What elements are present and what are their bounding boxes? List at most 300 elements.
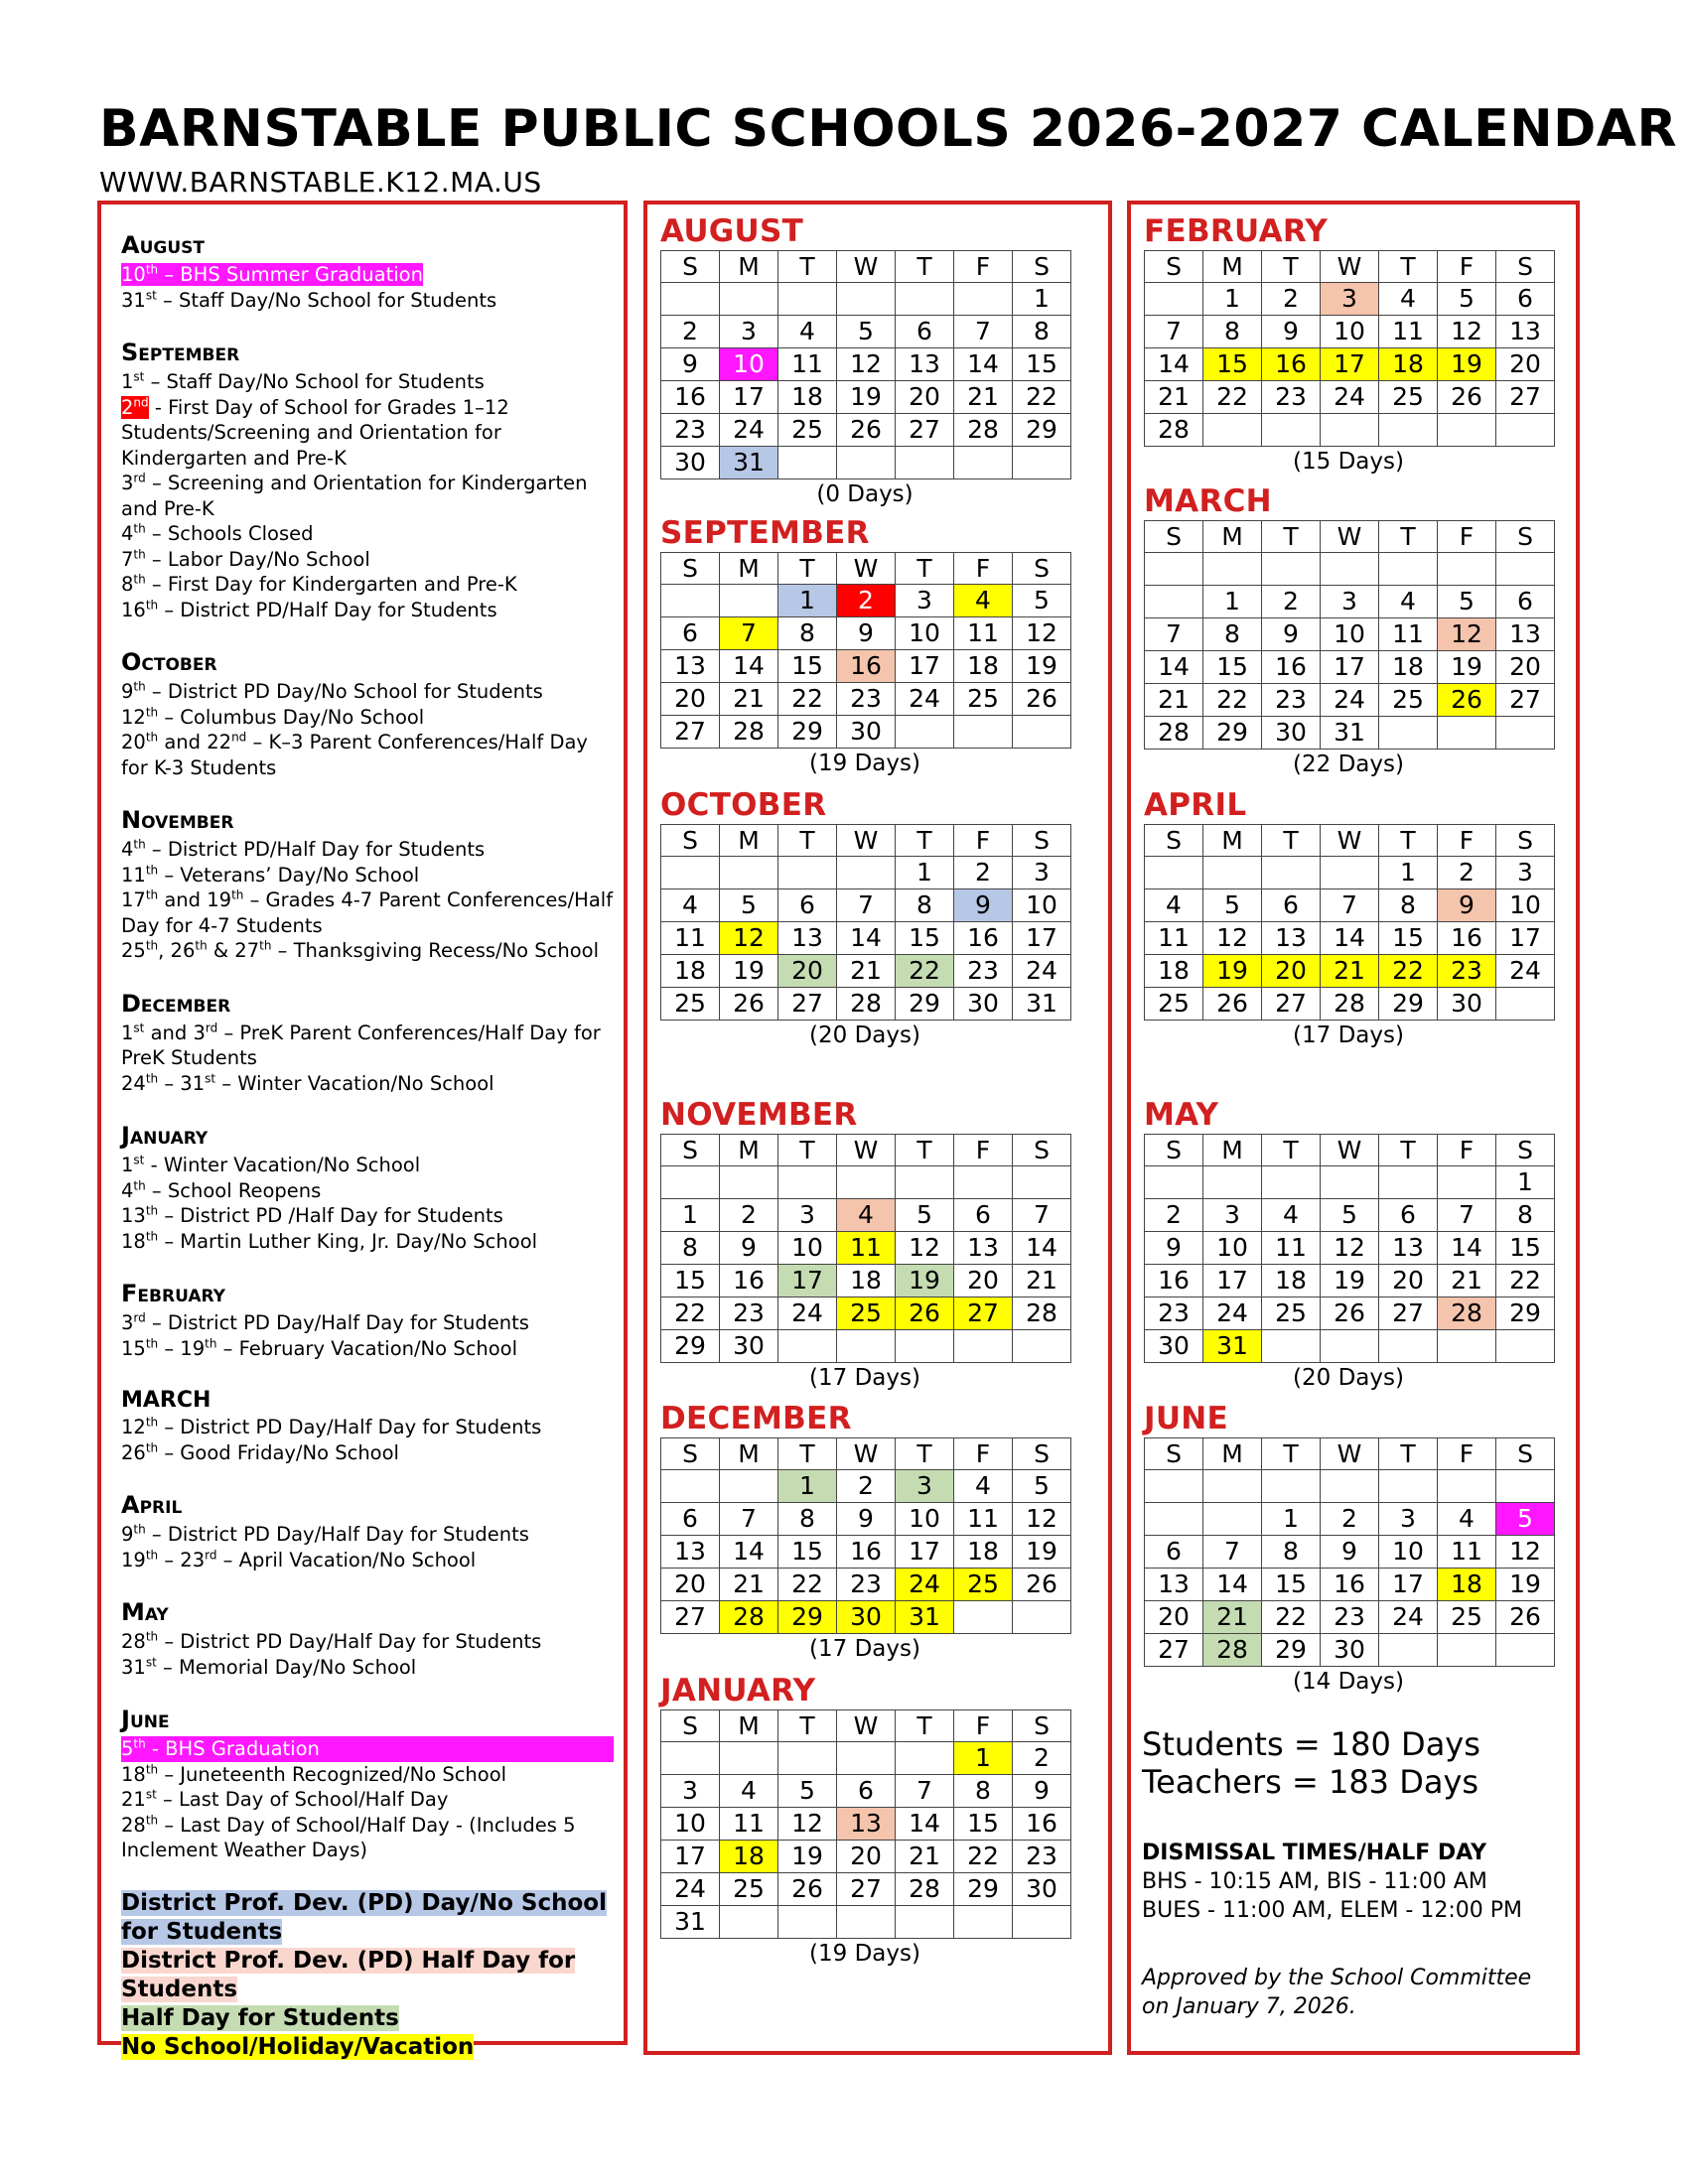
day-cell: 24 — [1321, 381, 1379, 414]
empty-cell — [1496, 717, 1555, 750]
day-cell: 30 — [1438, 988, 1496, 1021]
week-row — [1145, 283, 1555, 316]
event-item: 31st – Memorial Day/No School — [121, 1655, 417, 1679]
day-cell: 14 — [954, 348, 1013, 381]
day-cell: 29 — [1379, 988, 1438, 1021]
day-cell: 14 — [896, 1808, 954, 1841]
weekday-header: W — [837, 1710, 896, 1742]
weekday-header: T — [1379, 1438, 1438, 1470]
day-cell: 6 — [1379, 1199, 1438, 1232]
day-cell: 25 — [837, 1297, 896, 1330]
day-cell: 13 — [896, 348, 954, 381]
empty-cell — [1145, 1166, 1203, 1199]
week-row — [661, 1873, 1071, 1906]
event-item: 9th – District PD Day/Half Day for Students — [121, 1522, 529, 1546]
day-cell: 7 — [720, 617, 778, 650]
event-section-heading: MARCH — [121, 1388, 211, 1413]
weekday-header: T — [896, 553, 954, 585]
day-cell: 27 — [661, 1601, 720, 1634]
day-cell: 18 — [1438, 1569, 1496, 1601]
week-row — [661, 381, 1071, 414]
day-cell: 11 — [1438, 1536, 1496, 1569]
empty-cell — [778, 1330, 837, 1363]
day-cell: 3 — [896, 585, 954, 617]
weekday-header: T — [1379, 521, 1438, 553]
month-march — [1144, 484, 1555, 779]
approval-line-1: Approved by the School Committee — [1142, 1966, 1532, 1990]
day-cell: 29 — [1203, 717, 1262, 750]
day-cell: 24 — [896, 683, 954, 716]
empty-cell — [1321, 1166, 1379, 1199]
day-cell: 20 — [661, 683, 720, 716]
day-cell: 22 — [778, 1569, 837, 1601]
day-cell: 28 — [1438, 1297, 1496, 1330]
week-row — [661, 1330, 1071, 1363]
weekday-header: W — [837, 825, 896, 857]
empty-cell — [1438, 1634, 1496, 1667]
legend-item-yellow: No School/Holiday/Vacation — [121, 2033, 475, 2060]
day-cell: 26 — [896, 1297, 954, 1330]
day-cell: 21 — [1145, 381, 1203, 414]
weekday-header: T — [1262, 1135, 1321, 1166]
day-cell: 3 — [720, 316, 778, 348]
day-cell: 10 — [1321, 618, 1379, 651]
day-cell: 12 — [1438, 316, 1496, 348]
event-item: 1st and 3rd – PreK Parent Conferences/Half Day for PreK Students — [121, 1021, 601, 1069]
empty-cell — [778, 283, 837, 316]
day-cell: 1 — [954, 1742, 1013, 1775]
empty-cell — [954, 447, 1013, 479]
empty-cell — [1438, 1330, 1496, 1363]
day-cell: 17 — [1321, 651, 1379, 684]
day-cell: 28 — [1203, 1634, 1262, 1667]
day-cell: 7 — [1321, 889, 1379, 922]
day-cell: 31 — [896, 1601, 954, 1634]
day-cell: 23 — [954, 955, 1013, 988]
event-item: 2nd - First Day of School for Grades 1–12 Students/Screening and Orientation for Kindergarten and Pre-K — [121, 395, 509, 470]
day-cell: 6 — [954, 1199, 1013, 1232]
week-row — [1145, 889, 1555, 922]
empty-cell — [778, 1906, 837, 1939]
weekday-header: W — [1321, 1135, 1379, 1166]
day-cell: 9 — [837, 617, 896, 650]
weekday-header: T — [1262, 1438, 1321, 1470]
dismissal-line-1: BHS - 10:15 AM, BIS - 11:00 AM — [1142, 1869, 1487, 1894]
day-cell: 26 — [1203, 988, 1262, 1021]
weekday-header: T — [896, 1710, 954, 1742]
event-section-heading: JANUARY — [121, 1122, 209, 1150]
event-item: 5th - BHS Graduation — [121, 1736, 614, 1762]
day-cell: 18 — [837, 1265, 896, 1297]
day-cell: 4 — [1145, 889, 1203, 922]
week-row — [1145, 1232, 1555, 1265]
weekday-header: T — [1262, 521, 1321, 553]
day-cell: 7 — [720, 1503, 778, 1536]
legend-item-blue: District Prof. Dev. (PD) Day/No School for Students — [121, 1889, 607, 1945]
day-cell: 2 — [1013, 1742, 1071, 1775]
day-cell: 11 — [661, 922, 720, 955]
event-item: 1st – Staff Day/No School for Students — [121, 369, 485, 393]
day-cell: 23 — [837, 1569, 896, 1601]
day-cell: 21 — [896, 1841, 954, 1873]
empty-cell — [896, 283, 954, 316]
weekday-header: M — [1203, 251, 1262, 283]
day-cell: 5 — [1203, 889, 1262, 922]
day-cell: 22 — [1203, 381, 1262, 414]
dismissal-line-2: BUES - 11:00 AM, ELEM - 12:00 PM — [1142, 1898, 1523, 1923]
weekday-header: M — [1203, 825, 1262, 857]
day-cell: 17 — [778, 1265, 837, 1297]
day-cell: 9 — [1321, 1536, 1379, 1569]
week-row — [661, 1742, 1071, 1775]
day-cell: 30 — [1321, 1634, 1379, 1667]
day-cell: 28 — [837, 988, 896, 1021]
day-cell: 11 — [720, 1808, 778, 1841]
day-cell: 5 — [1013, 585, 1071, 617]
day-cell: 23 — [661, 414, 720, 447]
day-cell: 17 — [720, 381, 778, 414]
event-item: 18th – Juneteenth Recognized/No School — [121, 1762, 507, 1786]
empty-cell — [1013, 1601, 1071, 1634]
day-cell: 3 — [778, 1199, 837, 1232]
weekday-header: S — [1145, 521, 1203, 553]
day-cell: 11 — [1262, 1232, 1321, 1265]
empty-cell — [896, 1906, 954, 1939]
month-day-count: (14 Days) — [1293, 1669, 1404, 1695]
day-cell: 20 — [1145, 1601, 1203, 1634]
day-cell: 25 — [1145, 988, 1203, 1021]
empty-cell — [1321, 1470, 1379, 1503]
day-cell: 29 — [661, 1330, 720, 1363]
empty-cell — [1013, 716, 1071, 749]
day-cell: 22 — [1379, 955, 1438, 988]
day-cell: 13 — [778, 922, 837, 955]
weekday-header: S — [661, 1710, 720, 1742]
weekday-header: W — [1321, 1438, 1379, 1470]
day-cell: 27 — [837, 1873, 896, 1906]
weekday-header: F — [1438, 521, 1496, 553]
day-cell: 14 — [1145, 651, 1203, 684]
day-cell: 30 — [837, 1601, 896, 1634]
day-cell: 20 — [1262, 955, 1321, 988]
week-row — [1145, 1503, 1555, 1536]
day-cell: 25 — [1379, 684, 1438, 717]
weekday-header: S — [1013, 1135, 1071, 1166]
weekday-header: S — [1496, 521, 1555, 553]
week-row — [1145, 1470, 1555, 1503]
month-august — [660, 214, 1071, 509]
day-cell: 27 — [954, 1297, 1013, 1330]
website-url: WWW.BARNSTABLE.K12.MA.US — [99, 166, 542, 199]
day-cell: 14 — [1438, 1232, 1496, 1265]
day-cell: 4 — [661, 889, 720, 922]
day-cell: 17 — [661, 1841, 720, 1873]
day-cell: 31 — [661, 1906, 720, 1939]
day-cell: 14 — [1013, 1232, 1071, 1265]
empty-cell — [1262, 1470, 1321, 1503]
weekday-header: T — [1262, 251, 1321, 283]
event-item: 15th – 19th – February Vacation/No School — [121, 1336, 518, 1360]
event-item: 4th – Schools Closed — [121, 521, 314, 545]
day-cell: 13 — [661, 1536, 720, 1569]
month-grid — [1144, 824, 1555, 1021]
day-cell: 20 — [1496, 348, 1555, 381]
empty-cell — [1145, 586, 1203, 618]
empty-cell — [1496, 1634, 1555, 1667]
week-row — [1145, 1330, 1555, 1363]
event-section-september — [121, 339, 614, 622]
month-december — [660, 1402, 1071, 1664]
empty-cell — [1203, 857, 1262, 889]
week-row — [661, 716, 1071, 749]
day-cell: 21 — [1438, 1265, 1496, 1297]
weekday-header: T — [896, 825, 954, 857]
week-row — [1145, 1569, 1555, 1601]
day-cell: 14 — [1321, 922, 1379, 955]
empty-cell — [896, 1166, 954, 1199]
day-cell: 1 — [1496, 1166, 1555, 1199]
day-cell: 1 — [778, 1470, 837, 1503]
empty-cell — [1262, 414, 1321, 447]
month-grid — [1144, 1437, 1555, 1667]
day-cell: 2 — [1262, 586, 1321, 618]
day-cell: 29 — [1496, 1297, 1555, 1330]
day-cell: 20 — [1379, 1265, 1438, 1297]
day-cell: 21 — [1013, 1265, 1071, 1297]
month-day-count: (19 Days) — [809, 1941, 920, 1967]
month-grid — [1144, 520, 1555, 750]
day-cell: 3 — [1013, 857, 1071, 889]
weekday-header: S — [1013, 825, 1071, 857]
day-cell: 11 — [837, 1232, 896, 1265]
empty-cell — [1145, 1470, 1203, 1503]
event-section-heading: MAY — [121, 1598, 169, 1626]
day-cell: 9 — [1013, 1775, 1071, 1808]
day-cell: 8 — [1496, 1199, 1555, 1232]
empty-cell — [720, 1470, 778, 1503]
empty-cell — [1321, 1330, 1379, 1363]
weekday-header: W — [837, 1438, 896, 1470]
day-cell: 2 — [954, 857, 1013, 889]
day-cell: 7 — [1438, 1199, 1496, 1232]
empty-cell — [1379, 1470, 1438, 1503]
day-cell: 18 — [954, 650, 1013, 683]
day-cell: 1 — [1013, 283, 1071, 316]
day-cell: 5 — [778, 1775, 837, 1808]
day-cell: 14 — [1203, 1569, 1262, 1601]
day-cell: 16 — [954, 922, 1013, 955]
day-cell: 24 — [1013, 955, 1071, 988]
empty-cell — [954, 1166, 1013, 1199]
weekday-header: F — [1438, 825, 1496, 857]
day-cell: 23 — [1321, 1601, 1379, 1634]
day-cell: 23 — [1262, 381, 1321, 414]
month-day-count: (19 Days) — [809, 751, 920, 776]
day-cell: 21 — [720, 683, 778, 716]
day-cell: 1 — [1379, 857, 1438, 889]
week-row — [1145, 348, 1555, 381]
dismissal-heading: DISMISSAL TIMES/HALF DAY — [1142, 1841, 1487, 1865]
weekday-header: M — [720, 1438, 778, 1470]
week-row — [661, 1199, 1071, 1232]
week-row — [1145, 1297, 1555, 1330]
week-row — [1145, 316, 1555, 348]
day-cell: 29 — [896, 988, 954, 1021]
weekday-header: S — [1496, 825, 1555, 857]
day-cell: 22 — [1496, 1265, 1555, 1297]
weekday-header: W — [1321, 521, 1379, 553]
day-cell: 18 — [1145, 955, 1203, 988]
event-section-heading: OCTOBER — [121, 648, 217, 676]
weekday-header: T — [778, 1135, 837, 1166]
event-section-heading: FEBRUARY — [121, 1280, 225, 1307]
empty-cell — [778, 1166, 837, 1199]
empty-cell — [896, 1742, 954, 1775]
day-cell: 15 — [1203, 348, 1262, 381]
day-cell: 25 — [954, 683, 1013, 716]
empty-cell — [837, 1906, 896, 1939]
event-item: 16th – District PD/Half Day for Students — [121, 598, 497, 621]
empty-cell — [1262, 857, 1321, 889]
event-item: 17th and 19th – Grades 4-7 Parent Conferences/Half Day for 4-7 Students — [121, 887, 614, 937]
day-cell: 8 — [1013, 316, 1071, 348]
day-cell: 6 — [1496, 586, 1555, 618]
day-cell: 23 — [1145, 1297, 1203, 1330]
legend — [121, 1889, 614, 2062]
day-cell: 11 — [954, 1503, 1013, 1536]
empty-cell — [661, 1166, 720, 1199]
day-cell: 13 — [837, 1808, 896, 1841]
day-cell: 18 — [954, 1536, 1013, 1569]
day-cell: 6 — [661, 617, 720, 650]
day-cell: 13 — [661, 650, 720, 683]
event-section-heading: JUNE — [121, 1706, 170, 1733]
event-item: 4th – District PD/Half Day for Students — [121, 837, 486, 861]
day-cell: 28 — [1321, 988, 1379, 1021]
empty-cell — [1379, 1330, 1438, 1363]
event-section-march — [121, 1387, 614, 1465]
weekday-header: T — [896, 1135, 954, 1166]
day-cell: 11 — [778, 348, 837, 381]
weekday-header: M — [1203, 521, 1262, 553]
week-row — [661, 1601, 1071, 1634]
day-cell: 26 — [1496, 1601, 1555, 1634]
event-section-june — [121, 1706, 614, 1863]
empty-cell — [1013, 1166, 1071, 1199]
day-cell: 18 — [778, 381, 837, 414]
day-cell: 10 — [720, 348, 778, 381]
week-row — [661, 1536, 1071, 1569]
day-cell: 23 — [1262, 684, 1321, 717]
day-cell: 22 — [954, 1841, 1013, 1873]
weekday-header: W — [837, 1135, 896, 1166]
day-cell: 1 — [661, 1199, 720, 1232]
weekday-header: M — [720, 825, 778, 857]
empty-cell — [1203, 1503, 1262, 1536]
weekday-header: M — [720, 1710, 778, 1742]
day-cell: 3 — [1379, 1503, 1438, 1536]
day-cell: 27 — [1379, 1297, 1438, 1330]
event-item: 3rd – Screening and Orientation for Kindergarten and Pre-K — [121, 471, 588, 520]
weekday-header: S — [661, 251, 720, 283]
day-cell: 8 — [1262, 1536, 1321, 1569]
event-item: 10th – BHS Summer Graduation — [121, 262, 423, 286]
day-cell: 6 — [1496, 283, 1555, 316]
day-cell: 19 — [720, 955, 778, 988]
month-name: SEPTEMBER — [660, 515, 870, 551]
day-cell: 9 — [1145, 1232, 1203, 1265]
day-cell: 19 — [778, 1841, 837, 1873]
empty-cell — [837, 283, 896, 316]
day-cell: 4 — [1438, 1503, 1496, 1536]
day-cell: 17 — [1379, 1569, 1438, 1601]
day-cell: 24 — [720, 414, 778, 447]
day-cell: 27 — [1262, 988, 1321, 1021]
month-name: APRIL — [1144, 787, 1247, 823]
empty-cell — [1379, 1634, 1438, 1667]
week-row — [1145, 684, 1555, 717]
day-cell: 1 — [1203, 586, 1262, 618]
day-cell: 11 — [1379, 316, 1438, 348]
week-row — [661, 889, 1071, 922]
day-cell: 10 — [1203, 1232, 1262, 1265]
week-row — [661, 1906, 1071, 1939]
event-section-january — [121, 1122, 614, 1254]
week-row — [1145, 414, 1555, 447]
event-section-heading: AUGUST — [121, 231, 205, 259]
day-cell: 26 — [1321, 1297, 1379, 1330]
day-cell: 23 — [1438, 955, 1496, 988]
weekday-header: F — [1438, 251, 1496, 283]
weekday-header: S — [1145, 1438, 1203, 1470]
weekday-header: F — [954, 251, 1013, 283]
weekday-header: M — [1203, 1438, 1262, 1470]
empty-cell — [661, 283, 720, 316]
empty-cell — [1438, 1166, 1496, 1199]
day-cell: 3 — [1321, 283, 1379, 316]
event-item: 9th – District PD Day/No School for Students — [121, 679, 543, 703]
day-cell: 29 — [954, 1873, 1013, 1906]
empty-cell — [954, 1601, 1013, 1634]
day-cell: 25 — [720, 1873, 778, 1906]
day-cell: 20 — [837, 1841, 896, 1873]
day-cell: 4 — [1379, 283, 1438, 316]
event-section-heading: NOVEMBER — [121, 806, 234, 834]
day-cell: 24 — [1203, 1297, 1262, 1330]
legend-item-pink: District Prof. Dev. (PD) Half Day for Students — [121, 1947, 576, 2002]
month-grid — [660, 250, 1071, 479]
day-cell: 12 — [1321, 1232, 1379, 1265]
week-row — [1145, 1536, 1555, 1569]
day-cell: 25 — [661, 988, 720, 1021]
month-name: MARCH — [1144, 483, 1272, 519]
week-row — [661, 1232, 1071, 1265]
day-cell: 29 — [1262, 1634, 1321, 1667]
day-cell: 16 — [1013, 1808, 1071, 1841]
empty-cell — [837, 857, 896, 889]
day-cell: 19 — [1438, 651, 1496, 684]
day-cell: 26 — [778, 1873, 837, 1906]
month-february — [1144, 214, 1555, 477]
month-name: MAY — [1144, 1097, 1219, 1133]
weekday-header: T — [896, 1438, 954, 1470]
day-cell: 25 — [954, 1569, 1013, 1601]
week-row — [1145, 955, 1555, 988]
weekday-header: S — [1145, 251, 1203, 283]
weekday-header: M — [720, 1135, 778, 1166]
event-item: 25th, 26th & 27th – Thanksgiving Recess/No School — [121, 938, 600, 962]
day-cell: 15 — [1013, 348, 1071, 381]
